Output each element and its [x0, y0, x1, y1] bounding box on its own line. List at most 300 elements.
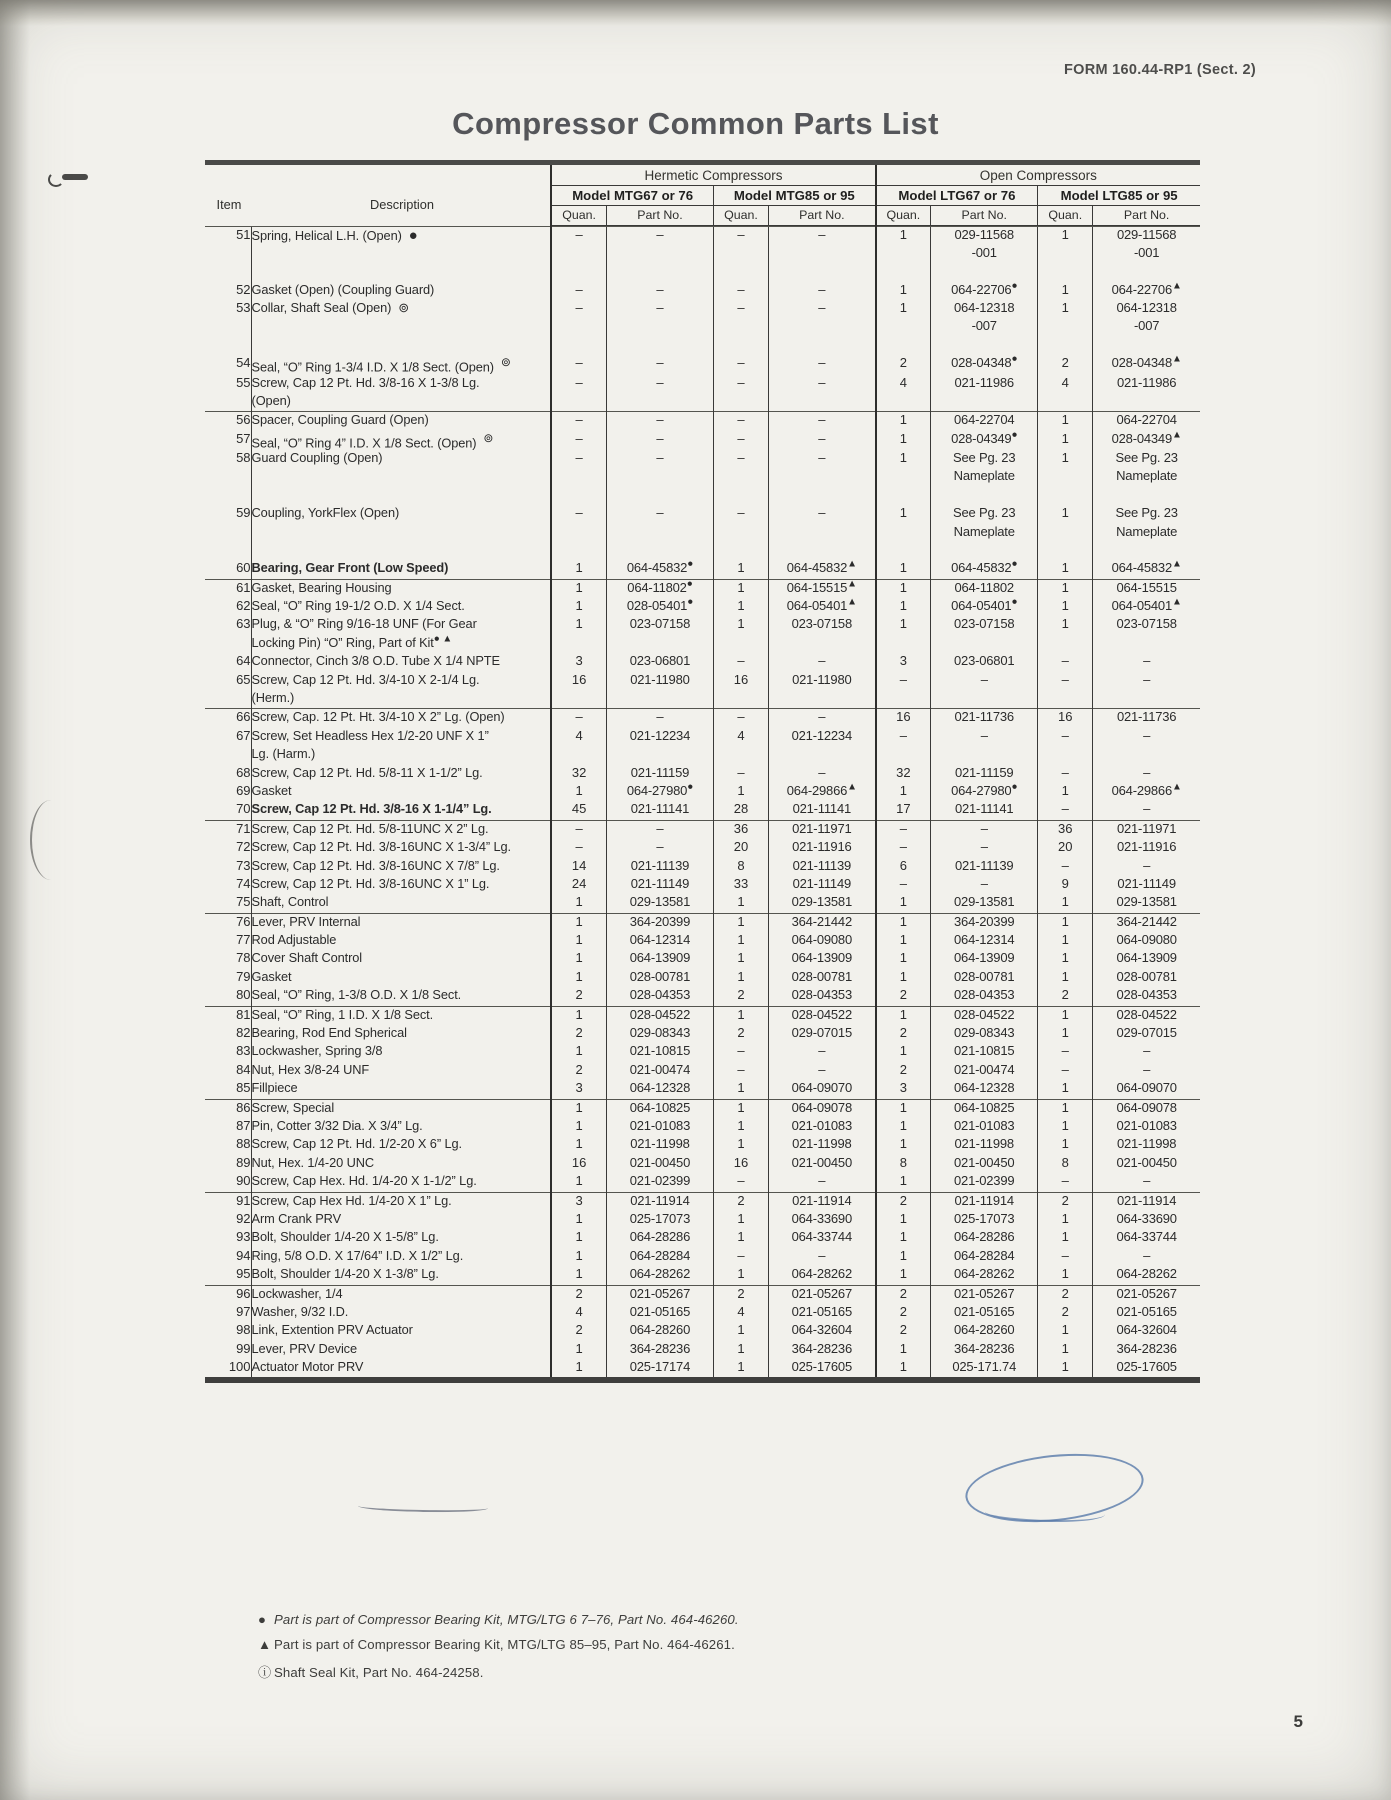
cell-quantity: – [713, 355, 768, 374]
cell-quantity: – [876, 820, 931, 839]
cell-quantity: 1 [1038, 560, 1093, 579]
cell-quantity-cont [551, 393, 606, 412]
page-title: Compressor Common Parts List [452, 106, 939, 141]
cell-description-cont: Locking Pin) “O” Ring, Part of Kit● ▲ [251, 635, 551, 653]
table-row [205, 1341, 1200, 1359]
cell-item-number: 77 [236, 932, 251, 948]
cell-quantity: 1 [551, 950, 606, 968]
cell-quantity: 1 [713, 969, 768, 987]
cell-description: Screw, Cap. 12 Pt. Ht. 3/4-10 X 2” Lg. (Open) [251, 709, 551, 728]
cell-quantity: 3 [551, 1192, 606, 1211]
cell-part-number: – [769, 226, 876, 245]
table-row [205, 412, 1200, 431]
cell-part-number: 021-01083 [931, 1118, 1038, 1136]
cell-part-number: 021-11736 [1093, 709, 1200, 728]
table-row-spacer [205, 337, 1200, 355]
cell-description: Spacer, Coupling Guard (Open) [251, 412, 551, 431]
cell-part-number: 064-45832▲ [769, 560, 876, 579]
cell-part-number: – [1093, 653, 1200, 671]
col-part-1: Part No. [606, 206, 713, 226]
cell-quantity: 1 [1038, 616, 1093, 634]
cell-part-number: – [769, 709, 876, 728]
cell-description: Gasket [251, 783, 551, 801]
cell-quantity: 1 [1038, 450, 1093, 468]
cell-description: Seal, “O” Ring, 1 I.D. X 1/8 Sect. [251, 1006, 551, 1025]
cell-item-number-cont [205, 746, 251, 764]
cell-item-number: 64 [236, 653, 251, 669]
cell-quantity: – [876, 672, 931, 690]
cell-quantity: – [1038, 1248, 1093, 1266]
footnote-symbol-dot-icon: ● [258, 1612, 267, 1627]
cell-quantity-cont [876, 746, 931, 764]
cell-quantity: 1 [876, 1099, 931, 1118]
cell-item-number: 71 [205, 820, 251, 839]
cell-quantity: 2 [876, 355, 931, 374]
cell-part-number: 021-12234 [769, 728, 876, 746]
table-row [205, 300, 1200, 318]
cell-quantity: – [1038, 653, 1093, 671]
cell-part-number: – [606, 375, 713, 393]
cell-part-number: 021-10815 [931, 1043, 1038, 1061]
cell-quantity: – [713, 1248, 768, 1266]
cell-part-number: – [769, 431, 876, 450]
table-row [205, 728, 1200, 746]
cell-part-number: 028-04353 [1093, 987, 1200, 1006]
footnote-3 [258, 1662, 1058, 1681]
cell-part-number: 064-09078 [769, 1099, 876, 1118]
cell-quantity: – [1038, 672, 1093, 690]
table-row [205, 1248, 1200, 1266]
footnote-2-text: Part is part of Compressor Bearing Kit, MTG/LTG 85–95, Part No. 464-46261. [274, 1637, 735, 1652]
cell-quantity-cont [876, 245, 931, 263]
table-row [205, 1155, 1200, 1173]
cell-part-number: 064-09070 [769, 1080, 876, 1099]
cell-quantity: 1 [713, 1341, 768, 1359]
table-row [205, 1025, 1200, 1043]
cell-quantity: – [876, 839, 931, 857]
cell-item-number-cont [205, 318, 251, 336]
cell-item-number: 72 [236, 839, 251, 855]
cell-part-number-cont: Nameplate [931, 524, 1038, 542]
cell-quantity-cont [876, 318, 931, 336]
cell-part-number: 064-12314 [606, 932, 713, 950]
cell-item-number: 60 [236, 560, 251, 576]
cell-quantity: 1 [876, 505, 931, 523]
cell-quantity: 3 [551, 1080, 606, 1099]
cell-quantity: 1 [1038, 1229, 1093, 1247]
cell-quantity: 4 [713, 1304, 768, 1322]
cell-quantity-cont [1038, 245, 1093, 263]
table-row [205, 1229, 1200, 1247]
cell-part-number: 064-29866▲ [1093, 783, 1200, 801]
cell-description: Seal, “O” Ring 1-3/4 I.D. X 1/8 Sect. (Open) ⊚ [251, 355, 551, 374]
cell-part-number: 064-09070 [1093, 1080, 1200, 1099]
cell-item-number: 100 [228, 1359, 251, 1375]
cell-quantity: – [713, 450, 768, 468]
cell-part-number: 028-04522 [606, 1006, 713, 1025]
cell-quantity: 8 [876, 1155, 931, 1173]
table-row [205, 1173, 1200, 1192]
cell-item-number-cont [205, 690, 251, 709]
cell-part-number: – [931, 728, 1038, 746]
cell-part-number: 364-28236 [1093, 1341, 1200, 1359]
scan-top-smudge [0, 0, 1391, 26]
table-row [205, 616, 1200, 634]
cell-quantity-cont [876, 524, 931, 542]
cell-part-number: 064-32604 [769, 1322, 876, 1340]
cell-quantity: 33 [713, 876, 768, 894]
cell-quantity: 4 [551, 1304, 606, 1322]
cell-description: Screw, Cap Hex Hd. 1/4-20 X 1” Lg. [251, 1192, 551, 1211]
cell-description: Gasket (Open) (Coupling Guard) [251, 282, 551, 300]
cell-quantity: 1 [876, 1229, 931, 1247]
table-row [205, 1043, 1200, 1061]
cell-quantity-cont [1038, 468, 1093, 486]
cell-item-number: 68 [236, 764, 251, 780]
cell-part-number: 021-11916 [769, 839, 876, 857]
table-row [205, 1192, 1200, 1211]
cell-part-number-cont [931, 690, 1038, 709]
cell-part-number: – [1093, 1062, 1200, 1080]
cell-part-number: 021-00450 [1093, 1155, 1200, 1173]
cell-part-number: 029-07015 [1093, 1025, 1200, 1043]
table-row [205, 1266, 1200, 1285]
cell-part-number: 064-09080 [769, 932, 876, 950]
cell-part-number: 028-00781 [769, 969, 876, 987]
cell-part-number: 028-00781 [1093, 969, 1200, 987]
cell-part-number: 025-17174 [606, 1359, 713, 1377]
group-header-hermetic: Hermetic Compressors [551, 165, 875, 186]
cell-description: Shaft, Control [251, 894, 551, 913]
table-row [205, 282, 1200, 300]
cell-part-number: – [606, 300, 713, 318]
footnote-1-text: Part is part of Compressor Bearing Kit, MTG/LTG 6 7–76, Part No. 464-46260. [274, 1612, 739, 1627]
page-number: 5 [1293, 1712, 1303, 1731]
cell-quantity: – [713, 1173, 768, 1192]
cell-part-number: 021-01083 [606, 1118, 713, 1136]
cell-quantity: 2 [1038, 1285, 1093, 1304]
cell-description: Lever, PRV Internal [251, 913, 551, 932]
cell-part-number: 064-11802● [606, 579, 713, 598]
cell-quantity-cont [551, 746, 606, 764]
cell-quantity: 1 [1038, 1359, 1093, 1377]
cell-quantity: 1 [713, 579, 768, 598]
cell-part-number-cont [769, 393, 876, 412]
cell-part-number: – [931, 820, 1038, 839]
cell-quantity: – [713, 300, 768, 318]
cell-part-number: 029-11568 [931, 226, 1038, 245]
cell-quantity: 1 [713, 1229, 768, 1247]
cell-quantity: 1 [876, 1118, 931, 1136]
cell-part-number: 021-00450 [606, 1155, 713, 1173]
cell-part-number: 028-04522 [769, 1006, 876, 1025]
table-row [205, 1322, 1200, 1340]
cell-description: Screw, Cap 12 Pt. Hd. 3/8-16UNC X 7/8” Lg. [251, 858, 551, 876]
table-row [205, 355, 1200, 374]
cell-description: Seal, “O” Ring, 1-3/8 O.D. X 1/8 Sect. [251, 987, 551, 1006]
scan-left-smudge [0, 0, 30, 1800]
cell-quantity: 1 [876, 783, 931, 801]
cell-part-number-cont: -001 [931, 245, 1038, 263]
cell-quantity: 32 [876, 765, 931, 783]
cell-quantity: 1 [876, 1359, 931, 1377]
cell-quantity: 1 [876, 894, 931, 913]
table-row-continuation [205, 746, 1200, 764]
cell-item-number: 75 [236, 894, 251, 910]
cell-quantity: 1 [551, 579, 606, 598]
cell-quantity: 8 [713, 858, 768, 876]
cell-part-number: 021-11986 [931, 375, 1038, 393]
cell-quantity: 1 [1038, 1341, 1093, 1359]
cell-quantity: 1 [551, 1229, 606, 1247]
footnote-2 [258, 1637, 1058, 1652]
cell-part-number-cont [606, 635, 713, 653]
cell-description: Seal, “O” Ring 4” I.D. X 1/8 Sect. (Open) ⊚ [251, 431, 551, 450]
cell-part-number: 021-11916 [1093, 839, 1200, 857]
cell-quantity-cont [713, 468, 768, 486]
table-head [205, 165, 1200, 226]
cell-quantity: 1 [1038, 300, 1093, 318]
cell-part-number: 023-06801 [931, 653, 1038, 671]
cell-description: Nut, Hex 3/8-24 UNF [251, 1062, 551, 1080]
cell-item-number: 91 [205, 1192, 251, 1211]
table-row-continuation [205, 635, 1200, 653]
cell-part-number: 028-04349● [931, 431, 1038, 450]
table-row [205, 1006, 1200, 1025]
cell-quantity-cont [1038, 635, 1093, 653]
cell-part-number: 064-27980● [606, 783, 713, 801]
cell-part-number: – [931, 839, 1038, 857]
cell-quantity: 2 [876, 1062, 931, 1080]
cell-description: Gasket [251, 969, 551, 987]
footnote-3-text: Shaft Seal Kit, Part No. 464-24258. [274, 1665, 484, 1680]
cell-part-number: 021-11139 [769, 858, 876, 876]
cell-description-cont [251, 468, 551, 486]
cell-part-number: – [769, 1062, 876, 1080]
cell-part-number: 064-28260 [606, 1322, 713, 1340]
cell-item-number: 86 [205, 1099, 251, 1118]
cell-part-number-cont [606, 468, 713, 486]
cell-part-number: 064-28262 [606, 1266, 713, 1285]
cell-quantity: 1 [713, 1266, 768, 1285]
table-row [205, 598, 1200, 616]
cell-part-number-cont [769, 245, 876, 263]
cell-quantity: 1 [551, 783, 606, 801]
table-row [205, 858, 1200, 876]
cell-part-number: 021-11971 [1093, 820, 1200, 839]
cell-part-number: 021-11980 [769, 672, 876, 690]
cell-quantity: 1 [713, 616, 768, 634]
table-row [205, 950, 1200, 968]
cell-quantity: – [551, 450, 606, 468]
cell-part-number: – [769, 1248, 876, 1266]
header-group-row [205, 165, 1200, 186]
cell-part-number: 021-11141 [769, 801, 876, 820]
cell-item-number: 92 [236, 1210, 251, 1226]
cell-part-number: 021-05165 [606, 1304, 713, 1322]
cell-part-number: 064-10825 [931, 1099, 1038, 1118]
cell-part-number: See Pg. 23 [1093, 450, 1200, 468]
cell-quantity: – [713, 505, 768, 523]
table-bottom-rule [205, 1377, 1200, 1383]
cell-part-number: 064-22706● [931, 282, 1038, 300]
cell-quantity: 2 [713, 987, 768, 1006]
cell-item-number: 93 [236, 1229, 251, 1245]
cell-quantity-cont [713, 690, 768, 709]
cell-part-number: 021-05165 [931, 1304, 1038, 1322]
cell-quantity: – [713, 375, 768, 393]
cell-quantity-cont [713, 635, 768, 653]
cell-quantity: 1 [876, 1266, 931, 1285]
cell-part-number: 021-11980 [606, 672, 713, 690]
cell-part-number: 064-28284 [606, 1248, 713, 1266]
cell-part-number-cont [1093, 690, 1200, 709]
cell-quantity: 1 [713, 783, 768, 801]
cell-quantity: 9 [1038, 876, 1093, 894]
cell-item-number: 94 [236, 1247, 251, 1263]
cell-part-number: 064-22704 [931, 412, 1038, 431]
cell-item-number: 55 [236, 374, 251, 390]
cell-part-number: 064-09080 [1093, 932, 1200, 950]
cell-quantity: 1 [876, 579, 931, 598]
cell-part-number: 028-04353 [931, 987, 1038, 1006]
cell-quantity: 1 [1038, 913, 1093, 932]
footnotes [258, 1612, 1058, 1691]
model-header-ltg67: Model LTG67 or 76 [876, 186, 1038, 206]
cell-item-number: 85 [236, 1080, 251, 1096]
cell-quantity: – [713, 1043, 768, 1061]
cell-description-cont [251, 245, 551, 263]
cell-description: Seal, “O” Ring 19-1/2 O.D. X 1/4 Sect. [251, 598, 551, 616]
cell-quantity: 1 [876, 969, 931, 987]
cell-part-number: 025-17605 [769, 1359, 876, 1377]
cell-quantity: 1 [876, 1211, 931, 1229]
cell-quantity: – [551, 226, 606, 245]
cell-quantity: – [713, 709, 768, 728]
cell-quantity: – [1038, 728, 1093, 746]
cell-item-number-cont [205, 245, 251, 263]
cell-item-number: 80 [236, 987, 251, 1003]
cell-item-number: 88 [236, 1136, 251, 1152]
cell-part-number: 021-00450 [931, 1155, 1038, 1173]
model-header-ltg85: Model LTG85 or 95 [1038, 186, 1200, 206]
cell-quantity: 20 [1038, 839, 1093, 857]
cell-quantity: 16 [713, 1155, 768, 1173]
cell-part-number: 029-11568 [1093, 226, 1200, 245]
cell-quantity: – [713, 431, 768, 450]
cell-quantity: 32 [551, 765, 606, 783]
cell-quantity: – [551, 355, 606, 374]
cell-part-number: 064-28286 [931, 1229, 1038, 1247]
cell-item-number: 83 [236, 1043, 251, 1059]
cell-part-number: 064-11802 [931, 579, 1038, 598]
cell-part-number: 028-04349▲ [1093, 431, 1200, 450]
table-row [205, 1304, 1200, 1322]
cell-part-number: 064-32604 [1093, 1322, 1200, 1340]
cell-description: Screw, Cap 12 Pt. Hd. 3/8-16UNC X 1-3/4” Lg. [251, 839, 551, 857]
cell-quantity: 1 [1038, 412, 1093, 431]
cell-quantity: – [551, 820, 606, 839]
cell-part-number: 021-02399 [931, 1173, 1038, 1192]
cell-part-number: 064-12328 [931, 1080, 1038, 1099]
cell-part-number: 029-08343 [931, 1025, 1038, 1043]
cell-item-number: 58 [236, 449, 251, 465]
cell-part-number: 021-11998 [1093, 1136, 1200, 1154]
table-row [205, 226, 1200, 245]
cell-description: Fillpiece [251, 1080, 551, 1099]
cell-part-number: – [606, 355, 713, 374]
cell-item-number: 65 [236, 671, 251, 687]
cell-quantity: – [1038, 765, 1093, 783]
cell-quantity: – [551, 282, 606, 300]
cell-quantity: – [713, 226, 768, 245]
cell-quantity: 45 [551, 801, 606, 820]
cell-description: Screw, Cap Hex. Hd. 1/4-20 X 1-1/2” Lg. [251, 1173, 551, 1192]
table-row [205, 820, 1200, 839]
cell-item-number: 73 [236, 857, 251, 873]
cell-quantity-cont [551, 690, 606, 709]
cell-item-number: 96 [205, 1285, 251, 1304]
cell-quantity: 2 [713, 1192, 768, 1211]
cell-quantity-cont [713, 245, 768, 263]
cell-quantity: 2 [876, 1322, 931, 1340]
cell-quantity: 16 [1038, 709, 1093, 728]
model-header-mtg67: Model MTG67 or 76 [551, 186, 713, 206]
cell-part-number: 021-11914 [606, 1192, 713, 1211]
cell-description: Rod Adjustable [251, 932, 551, 950]
cell-quantity: 1 [876, 1248, 931, 1266]
cell-part-number-cont [606, 746, 713, 764]
cell-part-number-cont: Nameplate [1093, 524, 1200, 542]
cell-quantity: 1 [876, 1006, 931, 1025]
table-row [205, 709, 1200, 728]
cell-quantity: 1 [551, 1136, 606, 1154]
cell-quantity: 20 [713, 839, 768, 857]
cell-description: Cover Shaft Control [251, 950, 551, 968]
cell-part-number: 064-22706▲ [1093, 282, 1200, 300]
cell-part-number-cont [931, 746, 1038, 764]
cell-quantity: 1 [876, 560, 931, 579]
cell-quantity: 1 [876, 913, 931, 932]
cell-quantity: 1 [1038, 1322, 1093, 1340]
cell-part-number: – [606, 709, 713, 728]
cell-description: Ring, 5/8 O.D. X 17/64” I.D. X 1/2” Lg. [251, 1248, 551, 1266]
cell-part-number: 028-00781 [931, 969, 1038, 987]
cell-quantity: – [713, 412, 768, 431]
cell-quantity: 1 [876, 450, 931, 468]
cell-part-number: 064-27980● [931, 783, 1038, 801]
cell-item-number: 95 [236, 1266, 251, 1282]
cell-part-number: 064-12318 [1093, 300, 1200, 318]
col-part-3: Part No. [931, 206, 1038, 226]
cell-quantity-cont [713, 318, 768, 336]
form-number: FORM 160.44-RP1 (Sect. 2) [1063, 62, 1256, 78]
table-row-continuation [205, 318, 1200, 336]
table-row-continuation [205, 690, 1200, 709]
cell-part-number: 021-11159 [931, 765, 1038, 783]
table-row [205, 1099, 1200, 1118]
cell-description-cont: Lg. (Harm.) [251, 746, 551, 764]
cell-part-number: 021-00474 [606, 1062, 713, 1080]
col-quan-2: Quan. [713, 206, 768, 226]
cell-quantity: 2 [551, 987, 606, 1006]
table-row [205, 1359, 1200, 1377]
table-row [205, 839, 1200, 857]
cell-quantity: 1 [551, 1043, 606, 1061]
cell-quantity: 1 [1038, 950, 1093, 968]
cell-part-number: 021-11971 [769, 820, 876, 839]
cell-part-number: 021-11998 [931, 1136, 1038, 1154]
